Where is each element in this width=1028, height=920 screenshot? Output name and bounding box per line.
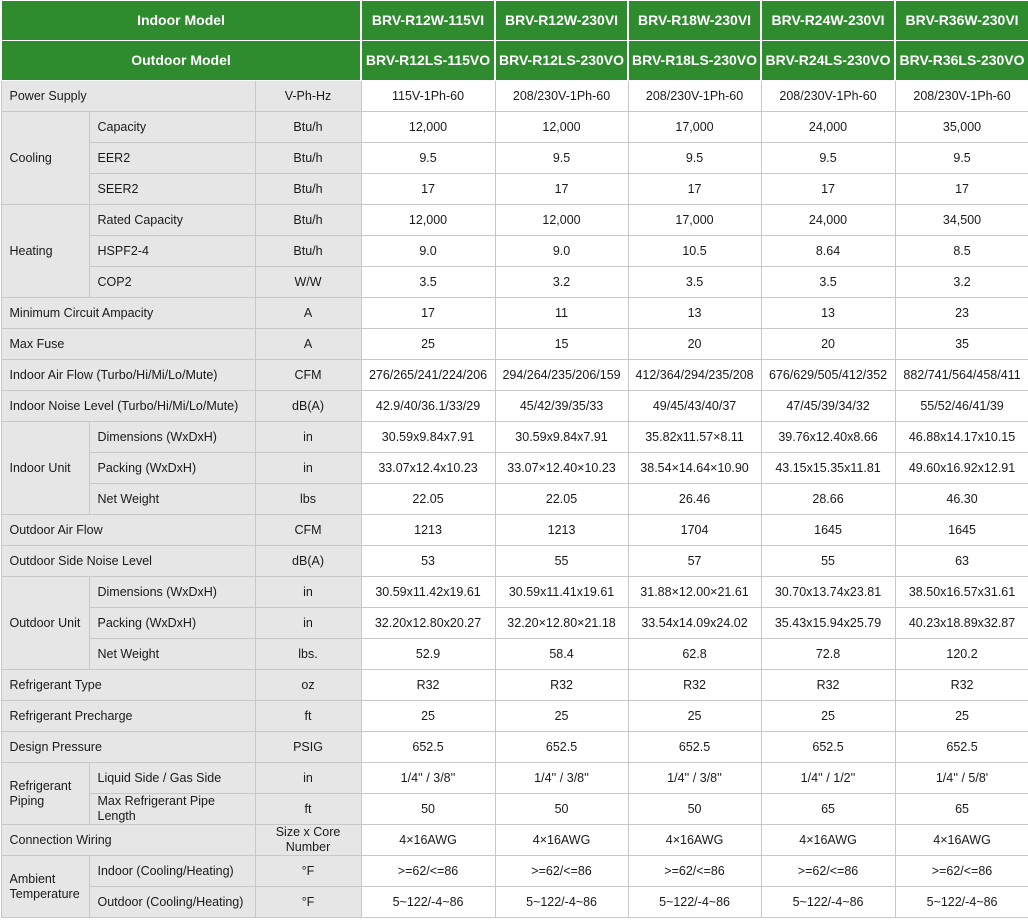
spec-value: 65 (895, 794, 1028, 825)
spec-value: >=62/<=86 (895, 856, 1028, 887)
spec-value: 652.5 (628, 732, 761, 763)
spec-value: 208/230V-1Ph-60 (761, 81, 895, 112)
spec-row (1, 887, 1028, 918)
spec-value: 38.54×14.64×10.90 (628, 453, 761, 484)
spec-sub-label: Packing (WxDxH) (89, 453, 255, 484)
spec-sub-label: Dimensions (WxDxH) (89, 577, 255, 608)
spec-sub-label: Rated Capacity (89, 205, 255, 236)
spec-value: 72.8 (761, 639, 895, 670)
spec-value: 30.59x9.84x7.91 (361, 422, 495, 453)
spec-row (1, 794, 1028, 825)
spec-unit: °F (255, 856, 361, 887)
spec-sub-label: HSPF2-4 (89, 236, 255, 267)
spec-value: 30.59x11.41x19.61 (495, 577, 628, 608)
spec-value: 12,000 (495, 205, 628, 236)
spec-unit: in (255, 608, 361, 639)
spec-sub-label: COP2 (89, 267, 255, 298)
spec-value: 30.59x11.42x19.61 (361, 577, 495, 608)
spec-sub-label: Net Weight (89, 484, 255, 515)
spec-value: 52.9 (361, 639, 495, 670)
spec-value: 208/230V-1Ph-60 (495, 81, 628, 112)
spec-label: Indoor Air Flow (Turbo/Hi/Mi/Lo/Mute) (1, 360, 255, 391)
spec-value: 24,000 (761, 112, 895, 143)
spec-value: 5~122/-4~86 (495, 887, 628, 918)
spec-label: Indoor Noise Level (Turbo/Hi/Mi/Lo/Mute) (1, 391, 255, 422)
spec-sub-label: EER2 (89, 143, 255, 174)
spec-label: Refrigerant Precharge (1, 701, 255, 732)
spec-row (1, 701, 1028, 732)
spec-unit: in (255, 453, 361, 484)
group-label-outdoor-unit: Outdoor Unit (1, 577, 89, 670)
spec-value: >=62/<=86 (361, 856, 495, 887)
spec-value: 42.9/40/36.1/33/29 (361, 391, 495, 422)
spec-unit: Btu/h (255, 205, 361, 236)
spec-value: 9.5 (361, 143, 495, 174)
outdoor-model-name: BRV-R24LS-230VO (761, 41, 895, 81)
spec-value: >=62/<=86 (495, 856, 628, 887)
spec-value: 652.5 (761, 732, 895, 763)
spec-unit: CFM (255, 515, 361, 546)
spec-unit: dB(A) (255, 546, 361, 577)
spec-value: R32 (761, 670, 895, 701)
spec-value: 24,000 (761, 205, 895, 236)
spec-value: 49/45/43/40/37 (628, 391, 761, 422)
spec-row (1, 391, 1028, 422)
spec-value: 17 (628, 174, 761, 205)
spec-value: 35.43x15.94x25.79 (761, 608, 895, 639)
spec-value: 22.05 (361, 484, 495, 515)
spec-value: 5~122/-4~86 (761, 887, 895, 918)
spec-unit: ft (255, 701, 361, 732)
spec-value: 58.4 (495, 639, 628, 670)
spec-value: 65 (761, 794, 895, 825)
spec-unit: in (255, 763, 361, 794)
spec-unit: Btu/h (255, 174, 361, 205)
spec-value: 43.15x15.35x11.81 (761, 453, 895, 484)
spec-value: 1/4'' / 3/8'' (361, 763, 495, 794)
spec-row (1, 577, 1028, 608)
spec-value: 25 (495, 701, 628, 732)
spec-value: 1645 (761, 515, 895, 546)
spec-value: 9.5 (495, 143, 628, 174)
spec-sub-label: Capacity (89, 112, 255, 143)
spec-value: 49.60x16.92x12.91 (895, 453, 1028, 484)
spec-value: 4×16AWG (761, 825, 895, 856)
spec-value: 5~122/-4~86 (628, 887, 761, 918)
spec-label: Connection Wiring (1, 825, 255, 856)
spec-value: 4×16AWG (495, 825, 628, 856)
spec-unit: V-Ph-Hz (255, 81, 361, 112)
spec-value: 3.5 (628, 267, 761, 298)
spec-value: 294/264/235/206/159 (495, 360, 628, 391)
spec-row (1, 608, 1028, 639)
spec-sub-label: Dimensions (WxDxH) (89, 422, 255, 453)
group-label-indoor-unit: Indoor Unit (1, 422, 89, 515)
spec-value: 9.0 (361, 236, 495, 267)
spec-label: Design Pressure (1, 732, 255, 763)
spec-value: 120.2 (895, 639, 1028, 670)
spec-value: 13 (628, 298, 761, 329)
spec-value: 208/230V-1Ph-60 (895, 81, 1028, 112)
group-label-refrigerant-piping: Refrigerant Piping (1, 763, 89, 825)
spec-label: Outdoor Side Noise Level (1, 546, 255, 577)
outdoor-model-name: BRV-R12LS-230VO (495, 41, 628, 81)
spec-sub-label: Liquid Side / Gas Side (89, 763, 255, 794)
outdoor-model-label: Outdoor Model (1, 41, 361, 81)
spec-value: 35.82x11.57×8.11 (628, 422, 761, 453)
spec-value: R32 (628, 670, 761, 701)
spec-unit: PSIG (255, 732, 361, 763)
spec-unit: CFM (255, 360, 361, 391)
spec-value: 33.07x12.4x10.23 (361, 453, 495, 484)
spec-value: 30.70x13.74x23.81 (761, 577, 895, 608)
spec-value: 12,000 (361, 112, 495, 143)
spec-value: 63 (895, 546, 1028, 577)
spec-value: 10.5 (628, 236, 761, 267)
spec-row (1, 639, 1028, 670)
spec-value: 50 (361, 794, 495, 825)
spec-row (1, 856, 1028, 887)
spec-value: 676/629/505/412/352 (761, 360, 895, 391)
spec-unit: in (255, 577, 361, 608)
spec-value: 1/4'' / 3/8'' (628, 763, 761, 794)
spec-unit: A (255, 298, 361, 329)
spec-value: 652.5 (895, 732, 1028, 763)
spec-value: 652.5 (361, 732, 495, 763)
spec-value: R32 (495, 670, 628, 701)
outdoor-model-header-row (1, 41, 1028, 81)
spec-value: 20 (628, 329, 761, 360)
spec-value: 47/45/39/34/32 (761, 391, 895, 422)
spec-sub-label: Net Weight (89, 639, 255, 670)
spec-value: 13 (761, 298, 895, 329)
spec-unit: A (255, 329, 361, 360)
outdoor-model-name: BRV-R12LS-115VO (361, 41, 495, 81)
spec-value: 55 (761, 546, 895, 577)
outdoor-model-name: BRV-R18LS-230VO (628, 41, 761, 81)
spec-sub-label: SEER2 (89, 174, 255, 205)
spec-value: 55 (495, 546, 628, 577)
spec-value: 53 (361, 546, 495, 577)
spec-unit: dB(A) (255, 391, 361, 422)
spec-row (1, 112, 1028, 143)
spec-row (1, 174, 1028, 205)
spec-row (1, 81, 1028, 112)
spec-value: 32.20x12.80x20.27 (361, 608, 495, 639)
spec-value: 5~122/-4~86 (895, 887, 1028, 918)
spec-unit: Btu/h (255, 236, 361, 267)
spec-value: 25 (895, 701, 1028, 732)
spec-value: 9.0 (495, 236, 628, 267)
spec-value: 8.64 (761, 236, 895, 267)
indoor-model-name: BRV-R18W-230VI (628, 1, 761, 41)
spec-value: 276/265/241/224/206 (361, 360, 495, 391)
spec-row (1, 515, 1028, 546)
spec-value: 3.2 (495, 267, 628, 298)
spec-value: 62.8 (628, 639, 761, 670)
spec-value: 12,000 (361, 205, 495, 236)
spec-row (1, 825, 1028, 856)
spec-unit: Btu/h (255, 112, 361, 143)
spec-unit: Btu/h (255, 143, 361, 174)
spec-value: 9.5 (761, 143, 895, 174)
spec-label: Outdoor Air Flow (1, 515, 255, 546)
spec-value: 115V-1Ph-60 (361, 81, 495, 112)
indoor-model-header-row (1, 1, 1028, 41)
spec-row (1, 329, 1028, 360)
spec-value: 412/364/294/235/208 (628, 360, 761, 391)
spec-sub-label: Indoor (Cooling/Heating) (89, 856, 255, 887)
spec-value: 39.76x12.40x8.66 (761, 422, 895, 453)
indoor-model-label: Indoor Model (1, 1, 361, 41)
group-label-ambient-temperature: Ambient Temperature (1, 856, 89, 918)
spec-row (1, 143, 1028, 174)
spec-label: Refrigerant Type (1, 670, 255, 701)
spec-value: 652.5 (495, 732, 628, 763)
spec-value: 40.23x18.89x32.87 (895, 608, 1028, 639)
group-label-heating: Heating (1, 205, 89, 298)
spec-value: 35 (895, 329, 1028, 360)
spec-value: 50 (628, 794, 761, 825)
spec-row (1, 732, 1028, 763)
spec-value: 17 (361, 298, 495, 329)
spec-value: 1/4'' / 3/8'' (495, 763, 628, 794)
spec-unit: W/W (255, 267, 361, 298)
spec-value: 33.54x14.09x24.02 (628, 608, 761, 639)
spec-value: 15 (495, 329, 628, 360)
spec-sub-label: Max Refrigerant Pipe Length (89, 794, 255, 825)
spec-value: 32.20×12.80×21.18 (495, 608, 628, 639)
spec-value: 17,000 (628, 112, 761, 143)
spec-row (1, 453, 1028, 484)
spec-value: 5~122/-4~86 (361, 887, 495, 918)
spec-row (1, 484, 1028, 515)
spec-value: 17 (495, 174, 628, 205)
spec-unit: ft (255, 794, 361, 825)
spec-value: 4×16AWG (628, 825, 761, 856)
spec-value: 45/42/39/35/33 (495, 391, 628, 422)
spec-value: 1213 (361, 515, 495, 546)
spec-unit: lbs (255, 484, 361, 515)
spec-value: 11 (495, 298, 628, 329)
spec-row (1, 236, 1028, 267)
spec-value: 1704 (628, 515, 761, 546)
spec-label: Power Supply (1, 81, 255, 112)
spec-value: 25 (761, 701, 895, 732)
indoor-model-name: BRV-R24W-230VI (761, 1, 895, 41)
group-label-cooling: Cooling (1, 112, 89, 205)
spec-value: 4×16AWG (361, 825, 495, 856)
spec-label: Max Fuse (1, 329, 255, 360)
spec-sub-label: Packing (WxDxH) (89, 608, 255, 639)
spec-unit: Size x Core Number (255, 825, 361, 856)
spec-value: 26.46 (628, 484, 761, 515)
indoor-model-name: BRV-R12W-115VI (361, 1, 495, 41)
spec-label: Minimum Circuit Ampacity (1, 298, 255, 329)
spec-value: 46.30 (895, 484, 1028, 515)
spec-value: 1213 (495, 515, 628, 546)
spec-value: >=62/<=86 (628, 856, 761, 887)
spec-value: 882/741/564/458/411 (895, 360, 1028, 391)
spec-value: 25 (361, 329, 495, 360)
spec-value: R32 (361, 670, 495, 701)
spec-value: 33.07×12.40×10.23 (495, 453, 628, 484)
spec-value: 17 (761, 174, 895, 205)
spec-value: 4×16AWG (895, 825, 1028, 856)
spec-unit: oz (255, 670, 361, 701)
spec-value: 1/4'' / 5/8' (895, 763, 1028, 794)
spec-value: 1645 (895, 515, 1028, 546)
spec-value: 9.5 (628, 143, 761, 174)
spec-row (1, 546, 1028, 577)
spec-value: 28.66 (761, 484, 895, 515)
spec-row (1, 298, 1028, 329)
spec-unit: in (255, 422, 361, 453)
spec-value: 46.88x14.17x10.15 (895, 422, 1028, 453)
spec-row (1, 267, 1028, 298)
indoor-model-name: BRV-R36W-230VI (895, 1, 1028, 41)
spec-value: 20 (761, 329, 895, 360)
spec-row (1, 670, 1028, 701)
spec-row (1, 763, 1028, 794)
spec-value: 23 (895, 298, 1028, 329)
spec-value: 55/52/46/41/39 (895, 391, 1028, 422)
spec-value: 30.59x9.84x7.91 (495, 422, 628, 453)
spec-value: 8.5 (895, 236, 1028, 267)
spec-value: 35,000 (895, 112, 1028, 143)
spec-value: 31.88×12.00×21.61 (628, 577, 761, 608)
spec-value: 38.50x16.57x31.61 (895, 577, 1028, 608)
spec-value: 1/4'' / 1/2'' (761, 763, 895, 794)
spec-value: 17 (361, 174, 495, 205)
spec-value: 50 (495, 794, 628, 825)
spec-value: 3.5 (361, 267, 495, 298)
spec-value: 3.2 (895, 267, 1028, 298)
spec-sub-label: Outdoor (Cooling/Heating) (89, 887, 255, 918)
spec-value: R32 (895, 670, 1028, 701)
spec-value: 208/230V-1Ph-60 (628, 81, 761, 112)
spec-unit: °F (255, 887, 361, 918)
spec-value: 57 (628, 546, 761, 577)
spec-value: >=62/<=86 (761, 856, 895, 887)
spec-row (1, 360, 1028, 391)
spec-value: 12,000 (495, 112, 628, 143)
spec-value: 9.5 (895, 143, 1028, 174)
spec-value: 34,500 (895, 205, 1028, 236)
spec-row (1, 205, 1028, 236)
spec-value: 25 (628, 701, 761, 732)
indoor-model-name: BRV-R12W-230VI (495, 1, 628, 41)
spec-row (1, 422, 1028, 453)
outdoor-model-name: BRV-R36LS-230VO (895, 41, 1028, 81)
spec-value: 17,000 (628, 205, 761, 236)
spec-unit: lbs. (255, 639, 361, 670)
spec-value: 25 (361, 701, 495, 732)
spec-value: 22.05 (495, 484, 628, 515)
spec-value: 3.5 (761, 267, 895, 298)
spec-value: 17 (895, 174, 1028, 205)
